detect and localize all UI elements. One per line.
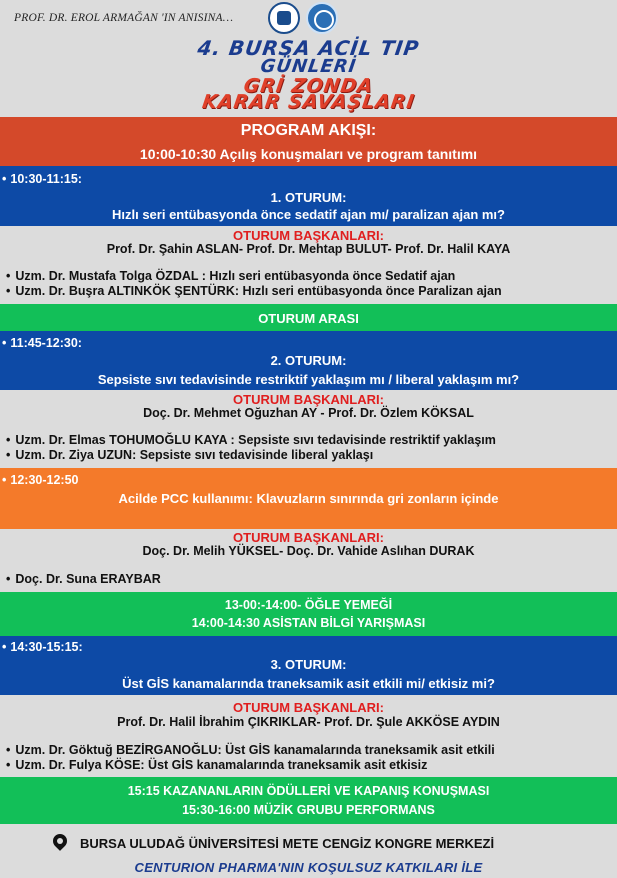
event-subtitle-line2: KARAR SAVAŞLARI — [200, 91, 417, 113]
location-text: BURSA ULUDAĞ ÜNİVERSİTESİ METE CENGİZ KONGRE MERKEZİ — [80, 836, 495, 851]
session1-time: • 10:30-11:15: — [2, 172, 82, 186]
quiz-line: 14:00-14:30 ASİSTAN BİLGİ YARIŞMASI — [191, 616, 426, 630]
session1-chairs: Prof. Dr. Şahin ASLAN- Prof. Dr. Mehtap BULUT- Prof. Dr. Halil KAYA — [106, 242, 511, 256]
session4-speaker: • Uzm. Dr. Fulya KÖSE: Üst GİS kanamalarında traneksamik asit etkisiz — [6, 758, 427, 772]
session1-chairs-label: OTURUM BAŞKANLARI: — [233, 228, 384, 243]
session3-chairs: Doç. Dr. Melih YÜKSEL- Doç. Dr. Vahide Aslıhan DURAK — [142, 544, 475, 558]
session3-details — [0, 529, 617, 592]
session2-speaker: • Uzm. Dr. Elmas TOHUMOĞLU KAYA : Sepsiste sıvı tedavisinde restriktif yaklaşım — [6, 433, 496, 447]
session3-topic: Acilde PCC kullanımı: Klavuzların sınırında gri zonların içinde — [118, 491, 499, 506]
session4-title: 3. OTURUM: — [270, 657, 347, 672]
sponsor-text: CENTURION PHARMA'NIN KOŞULSUZ KATKILARI İLE — [134, 860, 483, 875]
session2-topic: Sepsiste sıvı tedavisinde restriktif yaklaşım mı / liberal yaklaşım mı? — [97, 372, 520, 387]
memorial-text: PROF. DR. EROL ARMAĞAN 'IN ANISINA… — [14, 12, 234, 24]
break-label: OTURUM ARASI — [258, 311, 359, 326]
program-header-band — [0, 117, 617, 166]
session2-title: 2. OTURUM: — [270, 353, 347, 368]
session4-speaker: • Uzm. Dr. Göktuğ BEZİRGANOĞLU: Üst GİS kanamalarında traneksamik asit etkili — [6, 743, 495, 757]
event-title-line1: 4. BURSA ACİL TIP — [195, 36, 421, 60]
session4-topic: Üst GİS kanamalarında traneksamik asit etkili mi/ etkisiz mi? — [122, 676, 495, 691]
session1-speaker: • Uzm. Dr. Buşra ALTINKÖK ŞENTÜRK: Hızlı seri entübasyonda önce Paralizan ajan — [6, 284, 502, 298]
closing-band — [0, 777, 617, 824]
event-subtitle-line1: GRİ ZONDA — [242, 75, 375, 97]
closing-music: 15:30-16:00 MÜZİK GRUBU PERFORMANS — [182, 803, 435, 817]
session4-chairs-label: OTURUM BAŞKANLARI: — [233, 700, 384, 715]
session3-band — [0, 468, 617, 529]
session4-chairs: Prof. Dr. Halil İbrahim ÇIKRIKLAR- Prof. Dr. Şule AKKÖSE AYDIN — [117, 715, 500, 729]
session2-band — [0, 331, 617, 390]
opening-speech: 10:00-10:30 Açılış konuşmaları ve program tanıtımı — [139, 146, 478, 162]
session3-chairs-label: OTURUM BAŞKANLARI: — [233, 530, 384, 545]
break-band — [0, 304, 617, 331]
lunch-band — [0, 592, 617, 636]
closing-awards: 15:15 KAZANANLARIN ÖDÜLLERİ VE KAPANIŞ KONUŞMASI — [127, 784, 490, 798]
poster-header — [0, 0, 617, 117]
lunch-line: 13-00:-14:00- ÖĞLE YEMEĞİ — [224, 598, 393, 612]
map-pin-icon — [50, 831, 70, 851]
program-title: PROGRAM AKIŞI: — [240, 122, 377, 139]
session2-time: • 11:45-12:30: — [2, 336, 82, 350]
session4-time: • 14:30-15:15: — [2, 640, 83, 654]
session1-band — [0, 166, 617, 226]
session2-chairs: Doç. Dr. Mehmet Oğuzhan AY - Prof. Dr. Özlem KÖKSAL — [143, 406, 474, 420]
location-row — [0, 826, 617, 858]
university-logo — [268, 2, 300, 34]
session1-topic: Hızlı seri entübasyonda önce sedatif ajan mı/ paralizan ajan mı? — [111, 207, 505, 222]
session1-details — [0, 226, 617, 304]
session2-chairs-label: OTURUM BAŞKANLARI: — [233, 392, 384, 407]
session3-speaker: • Doç. Dr. Suna ERAYBAR — [6, 572, 161, 586]
faculty-logo — [306, 2, 338, 34]
session1-title: 1. OTURUM: — [270, 190, 347, 205]
session3-time: • 12:30-12:50 — [2, 473, 79, 487]
session2-details — [0, 390, 617, 468]
session4-band — [0, 636, 617, 695]
session2-speaker: • Uzm. Dr. Ziya UZUN: Sepsiste sıvı tedavisinde liberal yaklaşı — [6, 448, 373, 462]
session1-speaker: • Uzm. Dr. Mustafa Tolga ÖZDAL : Hızlı seri entübasyonda önce Sedatif ajan — [6, 269, 455, 283]
event-title-line2: GÜNLERİ — [259, 56, 358, 77]
session4-details — [0, 695, 617, 777]
